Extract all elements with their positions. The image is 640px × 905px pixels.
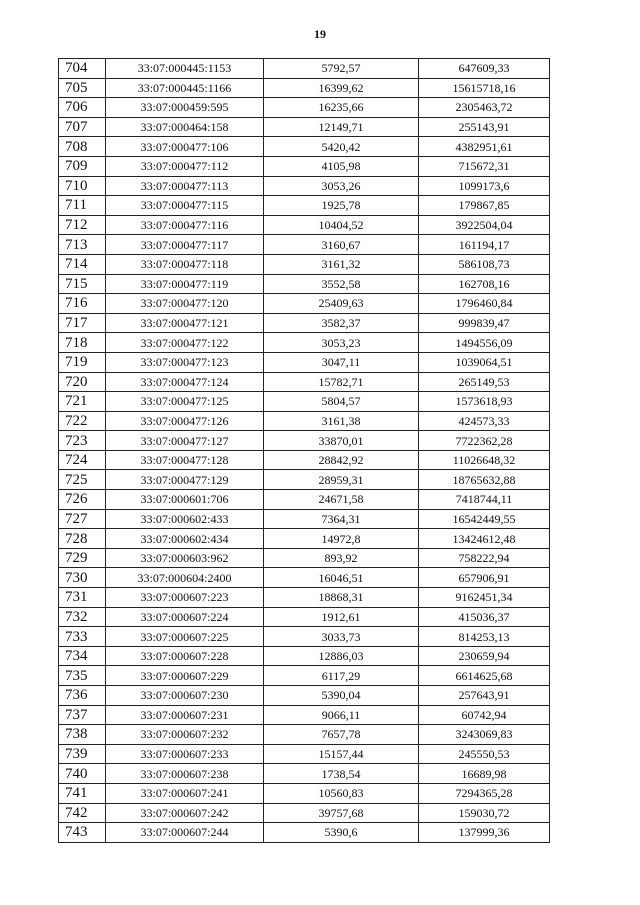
table-row <box>59 725 550 745</box>
row-number-cell: 729 <box>59 548 106 568</box>
cadastral-number-cell: 33:07:000603:962 <box>106 548 264 568</box>
row-number-cell: 732 <box>59 607 106 627</box>
area-cell: 14972,8 <box>264 529 419 549</box>
cadastral-value-cell: 257643,91 <box>419 686 550 706</box>
cadastral-table <box>58 58 550 843</box>
area-cell: 10560,83 <box>264 783 419 803</box>
row-number-cell: 725 <box>59 470 106 490</box>
cadastral-value-cell: 18765632,88 <box>419 470 550 490</box>
table-row <box>59 333 550 353</box>
row-number-cell: 730 <box>59 568 106 588</box>
area-cell: 6117,29 <box>264 666 419 686</box>
row-number-cell: 736 <box>59 686 106 706</box>
area-cell: 16235,66 <box>264 98 419 118</box>
cadastral-value-cell: 1796460,84 <box>419 294 550 314</box>
cadastral-number-cell: 33:07:000607:238 <box>106 764 264 784</box>
row-number-cell: 728 <box>59 529 106 549</box>
cadastral-number-cell: 33:07:000477:125 <box>106 392 264 412</box>
cadastral-value-cell: 424573,33 <box>419 411 550 431</box>
table-row <box>59 705 550 725</box>
cadastral-number-cell: 33:07:000477:118 <box>106 254 264 274</box>
row-number-cell: 733 <box>59 627 106 647</box>
table-row <box>59 529 550 549</box>
cadastral-value-cell: 13424612,48 <box>419 529 550 549</box>
cadastral-value-cell: 1573618,93 <box>419 392 550 412</box>
area-cell: 893,92 <box>264 548 419 568</box>
row-number-cell: 705 <box>59 78 106 98</box>
cadastral-number-cell: 33:07:000607:228 <box>106 646 264 666</box>
area-cell: 5390,6 <box>264 823 419 843</box>
cadastral-value-cell: 3922504,04 <box>419 215 550 235</box>
table-row <box>59 372 550 392</box>
cadastral-value-cell: 647609,33 <box>419 59 550 79</box>
row-number-cell: 735 <box>59 666 106 686</box>
cadastral-value-cell: 11026648,32 <box>419 450 550 470</box>
row-number-cell: 717 <box>59 313 106 333</box>
cadastral-number-cell: 33:07:000477:127 <box>106 431 264 451</box>
cadastral-number-cell: 33:07:000607:242 <box>106 803 264 823</box>
cadastral-value-cell: 6614625,68 <box>419 666 550 686</box>
area-cell: 3053,23 <box>264 333 419 353</box>
table-row <box>59 548 550 568</box>
row-number-cell: 708 <box>59 137 106 157</box>
area-cell: 9066,11 <box>264 705 419 725</box>
cadastral-number-cell: 33:07:000445:1166 <box>106 78 264 98</box>
cadastral-number-cell: 33:07:000477:119 <box>106 274 264 294</box>
table-row <box>59 59 550 79</box>
row-number-cell: 711 <box>59 196 106 216</box>
cadastral-value-cell: 1494556,09 <box>419 333 550 353</box>
cadastral-value-cell: 415036,37 <box>419 607 550 627</box>
area-cell: 3161,32 <box>264 254 419 274</box>
row-number-cell: 719 <box>59 352 106 372</box>
table-row <box>59 392 550 412</box>
row-number-cell: 737 <box>59 705 106 725</box>
row-number-cell: 709 <box>59 156 106 176</box>
row-number-cell: 722 <box>59 411 106 431</box>
table-row <box>59 352 550 372</box>
row-number-cell: 720 <box>59 372 106 392</box>
area-cell: 3160,67 <box>264 235 419 255</box>
cadastral-number-cell: 33:07:000602:434 <box>106 529 264 549</box>
area-cell: 3582,37 <box>264 313 419 333</box>
row-number-cell: 721 <box>59 392 106 412</box>
table-row <box>59 313 550 333</box>
table-row <box>59 274 550 294</box>
area-cell: 10404,52 <box>264 215 419 235</box>
row-number-cell: 739 <box>59 744 106 764</box>
row-number-cell: 738 <box>59 725 106 745</box>
cadastral-number-cell: 33:07:000477:126 <box>106 411 264 431</box>
row-number-cell: 724 <box>59 450 106 470</box>
cadastral-value-cell: 15615718,16 <box>419 78 550 98</box>
row-number-cell: 734 <box>59 646 106 666</box>
cadastral-number-cell: 33:07:000477:116 <box>106 215 264 235</box>
cadastral-value-cell: 7722362,28 <box>419 431 550 451</box>
cadastral-number-cell: 33:07:000607:232 <box>106 725 264 745</box>
cadastral-number-cell: 33:07:000477:120 <box>106 294 264 314</box>
table-row <box>59 744 550 764</box>
cadastral-number-cell: 33:07:000602:433 <box>106 509 264 529</box>
cadastral-value-cell: 2305463,72 <box>419 98 550 118</box>
table-row <box>59 117 550 137</box>
table-row <box>59 490 550 510</box>
cadastral-number-cell: 33:07:000607:231 <box>106 705 264 725</box>
area-cell: 5390,04 <box>264 686 419 706</box>
cadastral-number-cell: 33:07:000445:1153 <box>106 59 264 79</box>
cadastral-number-cell: 33:07:000477:128 <box>106 450 264 470</box>
row-number-cell: 706 <box>59 98 106 118</box>
row-number-cell: 707 <box>59 117 106 137</box>
row-number-cell: 727 <box>59 509 106 529</box>
row-number-cell: 740 <box>59 764 106 784</box>
area-cell: 12886,03 <box>264 646 419 666</box>
area-cell: 7364,31 <box>264 509 419 529</box>
table-row <box>59 254 550 274</box>
cadastral-value-cell: 60742,94 <box>419 705 550 725</box>
table-row <box>59 98 550 118</box>
table-row <box>59 823 550 843</box>
cadastral-value-cell: 657906,91 <box>419 568 550 588</box>
row-number-cell: 741 <box>59 783 106 803</box>
cadastral-value-cell: 161194,17 <box>419 235 550 255</box>
table-row <box>59 627 550 647</box>
area-cell: 12149,71 <box>264 117 419 137</box>
table-row <box>59 803 550 823</box>
area-cell: 7657,78 <box>264 725 419 745</box>
row-number-cell: 718 <box>59 333 106 353</box>
table-row <box>59 235 550 255</box>
area-cell: 24671,58 <box>264 490 419 510</box>
cadastral-value-cell: 16542449,55 <box>419 509 550 529</box>
cadastral-value-cell: 179867,85 <box>419 196 550 216</box>
area-cell: 4105,98 <box>264 156 419 176</box>
area-cell: 39757,68 <box>264 803 419 823</box>
cadastral-number-cell: 33:07:000477:112 <box>106 156 264 176</box>
cadastral-number-cell: 33:07:000477:129 <box>106 470 264 490</box>
cadastral-number-cell: 33:07:000607:233 <box>106 744 264 764</box>
area-cell: 28959,31 <box>264 470 419 490</box>
cadastral-number-cell: 33:07:000464:158 <box>106 117 264 137</box>
cadastral-value-cell: 159030,72 <box>419 803 550 823</box>
table-row <box>59 156 550 176</box>
cadastral-value-cell: 758222,94 <box>419 548 550 568</box>
area-cell: 25409,63 <box>264 294 419 314</box>
area-cell: 15782,71 <box>264 372 419 392</box>
cadastral-value-cell: 137999,36 <box>419 823 550 843</box>
row-number-cell: 713 <box>59 235 106 255</box>
cadastral-number-cell: 33:07:000607:224 <box>106 607 264 627</box>
cadastral-value-cell: 9162451,34 <box>419 588 550 608</box>
cadastral-number-cell: 33:07:000477:117 <box>106 235 264 255</box>
cadastral-value-cell: 265149,53 <box>419 372 550 392</box>
area-cell: 1912,61 <box>264 607 419 627</box>
cadastral-number-cell: 33:07:000477:122 <box>106 333 264 353</box>
area-cell: 3552,58 <box>264 274 419 294</box>
table-row <box>59 509 550 529</box>
cadastral-number-cell: 33:07:000601:706 <box>106 490 264 510</box>
cadastral-number-cell: 33:07:000604:2400 <box>106 568 264 588</box>
area-cell: 1925,78 <box>264 196 419 216</box>
table-row <box>59 646 550 666</box>
row-number-cell: 726 <box>59 490 106 510</box>
table-row <box>59 450 550 470</box>
table-row <box>59 568 550 588</box>
cadastral-value-cell: 255143,91 <box>419 117 550 137</box>
area-cell: 15157,44 <box>264 744 419 764</box>
table-row <box>59 470 550 490</box>
area-cell: 3033,73 <box>264 627 419 647</box>
cadastral-value-cell: 715672,31 <box>419 156 550 176</box>
cadastral-number-cell: 33:07:000607:223 <box>106 588 264 608</box>
cadastral-value-cell: 162708,16 <box>419 274 550 294</box>
area-cell: 5792,57 <box>264 59 419 79</box>
table-row <box>59 686 550 706</box>
cadastral-value-cell: 7294365,28 <box>419 783 550 803</box>
area-cell: 3053,26 <box>264 176 419 196</box>
cadastral-number-cell: 33:07:000607:241 <box>106 783 264 803</box>
cadastral-number-cell: 33:07:000459:595 <box>106 98 264 118</box>
area-cell: 28842,92 <box>264 450 419 470</box>
table-row <box>59 607 550 627</box>
cadastral-value-cell: 16689,98 <box>419 764 550 784</box>
table-row <box>59 294 550 314</box>
table-row <box>59 666 550 686</box>
cadastral-value-cell: 4382951,61 <box>419 137 550 157</box>
table-row <box>59 137 550 157</box>
cadastral-number-cell: 33:07:000607:230 <box>106 686 264 706</box>
cadastral-value-cell: 3243069,83 <box>419 725 550 745</box>
row-number-cell: 715 <box>59 274 106 294</box>
row-number-cell: 723 <box>59 431 106 451</box>
row-number-cell: 712 <box>59 215 106 235</box>
table-row <box>59 215 550 235</box>
area-cell: 5420,42 <box>264 137 419 157</box>
table-row <box>59 176 550 196</box>
cadastral-number-cell: 33:07:000607:229 <box>106 666 264 686</box>
cadastral-number-cell: 33:07:000607:244 <box>106 823 264 843</box>
area-cell: 3047,11 <box>264 352 419 372</box>
area-cell: 33870,01 <box>264 431 419 451</box>
area-cell: 16399,62 <box>264 78 419 98</box>
area-cell: 18868,31 <box>264 588 419 608</box>
area-cell: 5804,57 <box>264 392 419 412</box>
cadastral-number-cell: 33:07:000477:113 <box>106 176 264 196</box>
table-row <box>59 196 550 216</box>
row-number-cell: 714 <box>59 254 106 274</box>
table-row <box>59 764 550 784</box>
page-number: 19 <box>314 27 326 41</box>
cadastral-value-cell: 586108,73 <box>419 254 550 274</box>
cadastral-value-cell: 1039064,51 <box>419 352 550 372</box>
row-number-cell: 704 <box>59 59 106 79</box>
row-number-cell: 742 <box>59 803 106 823</box>
area-cell: 3161,38 <box>264 411 419 431</box>
cadastral-number-cell: 33:07:000477:121 <box>106 313 264 333</box>
table-row <box>59 588 550 608</box>
row-number-cell: 743 <box>59 823 106 843</box>
table-body <box>59 59 550 843</box>
cadastral-value-cell: 814253,13 <box>419 627 550 647</box>
cadastral-value-cell: 7418744,11 <box>419 490 550 510</box>
table-row <box>59 783 550 803</box>
cadastral-value-cell: 999839,47 <box>419 313 550 333</box>
table-row <box>59 78 550 98</box>
cadastral-number-cell: 33:07:000477:115 <box>106 196 264 216</box>
cadastral-value-cell: 230659,94 <box>419 646 550 666</box>
cadastral-number-cell: 33:07:000477:124 <box>106 372 264 392</box>
area-cell: 1738,54 <box>264 764 419 784</box>
row-number-cell: 731 <box>59 588 106 608</box>
table-row <box>59 411 550 431</box>
cadastral-number-cell: 33:07:000607:225 <box>106 627 264 647</box>
cadastral-number-cell: 33:07:000477:106 <box>106 137 264 157</box>
area-cell: 16046,51 <box>264 568 419 588</box>
table-row <box>59 431 550 451</box>
row-number-cell: 716 <box>59 294 106 314</box>
cadastral-value-cell: 1099173,6 <box>419 176 550 196</box>
cadastral-number-cell: 33:07:000477:123 <box>106 352 264 372</box>
cadastral-value-cell: 245550,53 <box>419 744 550 764</box>
row-number-cell: 710 <box>59 176 106 196</box>
